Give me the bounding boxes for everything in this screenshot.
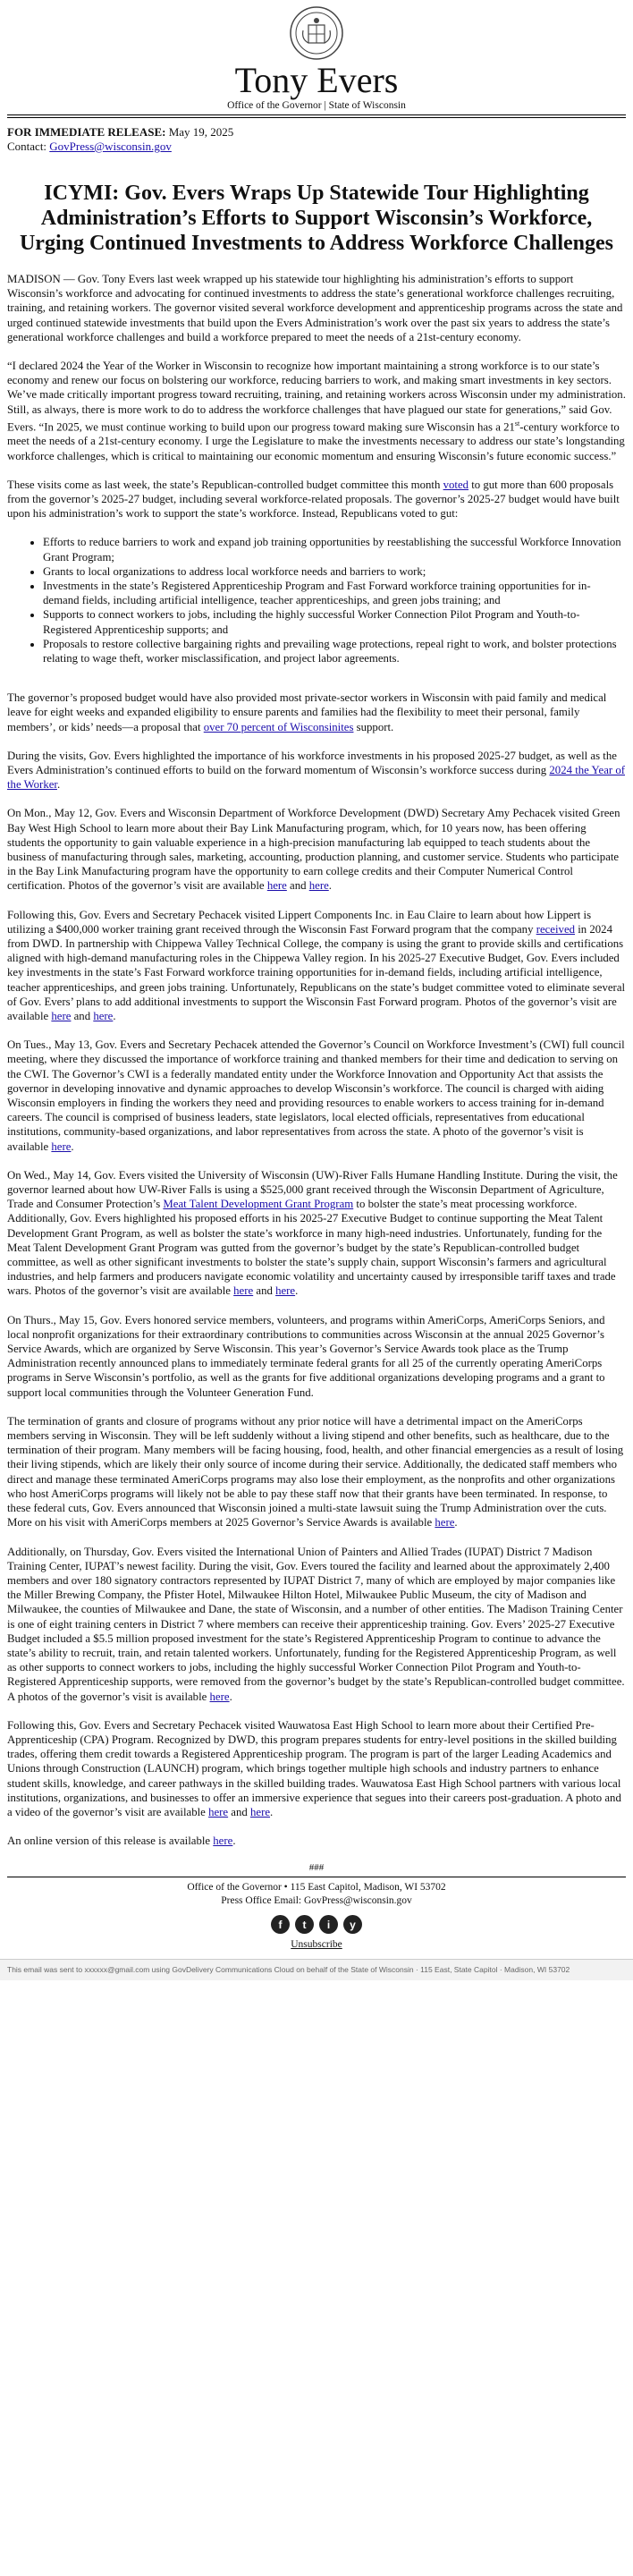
photos-link[interactable]: here xyxy=(209,1690,230,1703)
contact-label: Contact: xyxy=(7,140,47,153)
received-link[interactable]: received xyxy=(536,922,576,936)
video-link[interactable]: here xyxy=(249,1805,271,1818)
list-item: • Efforts to reduce barriers to work and expand job training opportunities by reestablishing the successful Workforce Innovation Grant Program; xyxy=(43,535,626,564)
paragraph-online-version: An online version of this release is available here. xyxy=(7,1835,236,1848)
photos-link[interactable]: here xyxy=(233,1284,254,1298)
paragraph-lippert: Following this, Gov. Evers and Secretary Pechacek visited Lippert Components Inc. in Eau Claire to learn about how Lippert is utilizing a $400,000 worker training grant received through the Wisconsin Fast Forward program that the company received in 2024 from DWD. In partnership with Chippewa Valley Technical College, the company is using the grant to provide skills and certifications aligned with high-demand manufacturing roles in the Chippewa Valley region. In his 2025-27 Executive Budget, Gov. Evers included key investments in the state’s Fast Forward workforce training opportunities for in-demand fields, including artificial intelligence, teacher apprenticeships, and green jobs training. Unfortunately, Republicans on the state’s budget committee voted to eliminate several of Gov. Evers’ plans to add additional investments to support the Wisconsin Fast Forward program. Photos of the governor’s visit are available here and here. xyxy=(7,908,626,1022)
state-seal-icon xyxy=(289,5,344,61)
paragraph-budget: These visits come as last week, the state’s Republican-controlled budget committee this month voted to gut more than 600 proposals from the governor’s 2025-27 budget, including several workforce-related proposals. The governor’s 2025-27 budget would have built upon his administration’s work to support the state’s workforce. Instead, Republicans voted to gut: xyxy=(7,478,620,521)
divider xyxy=(7,114,626,115)
list-item: • Grants to local organizations to address local workforce needs and barriers to work; xyxy=(43,564,626,579)
paragraph-wauwatosa: Following this, Gov. Evers and Secretary Pechacek visited Wauwatosa East High School to learn more about their Certified Pre-Apprenticeship (CPA) Program. Recognized by DWD, this program prepares students for entry-level positions in the skilled building trades, offering them credit towards a Registered Apprenticeship program. The program is part of the larger Leading Academics and Unions through Construction (LAUNCH) program, which brings together multiple high schools and industry partners to enhance student skills, knowledge, and career pathways in the skilled building trades. Wauwatosa East High School partners with various local institutions, organizations, and businesses to offer an immersive experience that segues into their careers post-graduation. A photo and a video of the governor’s visit are available here and here. xyxy=(7,1718,621,1818)
instagram-icon[interactable]: i xyxy=(319,1915,338,1934)
divider xyxy=(7,117,626,118)
photos-link[interactable]: here xyxy=(308,879,329,893)
gutted-proposals-list xyxy=(7,535,626,665)
unsubscribe-link[interactable]: Unsubscribe xyxy=(291,1939,342,1951)
release-label: FOR IMMEDIATE RELEASE: xyxy=(7,125,166,139)
release-meta xyxy=(7,125,626,154)
end-marker: ### xyxy=(308,1862,325,1874)
paragraph-americorps: The termination of grants and closure of programs without any prior notice will have a detrimental impact on the AmeriCorps members serving in Wisconsin. They will be left suddenly without a living stipend and other benefits, such as healthcare, due to the termination of their program. Many members will be facing housing, food, health, and other financial emergencies as a result of losing their living stipends, which are likely their only source of income during their service. Additionally, the dedicated staff members who direct and manage these terminated AmeriCorps programs may also lose their employment, as the nonprofits and other organizations who host AmeriCorps programs will likely not be able to pay these staff now that their grants have been terminated. In response, to these federal cuts, Gov. Evers announced that Wisconsin joined a multi-state lawsuit suing the Trump Administration over the cuts. More on his visit with AmeriCorps members at 2025 Governor’s Service Awards is available here. xyxy=(7,1414,624,1530)
governor-name: Tony Evers xyxy=(234,60,399,100)
photo-link[interactable]: here xyxy=(208,1805,229,1818)
twitter-icon[interactable]: t xyxy=(295,1915,314,1934)
paragraph-family-leave: The governor’s proposed budget would have also provided most private-sector workers in Wisconsin with paid family and medical leave for eight weeks and expanded eligibility to ensure parents and families had the flexibility to meet their personal, family members’, or kids’ needs—a proposal that over 70 percent of Wisconsinites support. xyxy=(7,691,607,733)
social-links xyxy=(7,1915,626,1934)
list-item: • Investments in the state’s Registered Apprenticeship Program and Fast Forward workforce training opportunities for in-demand fields, including artificial intelligence, teacher apprenticeships, and green jobs training; and xyxy=(43,579,626,607)
photo-link[interactable]: here xyxy=(51,1140,72,1153)
paragraph-quote: “I declared 2024 the Year of the Worker in Wisconsin to recognize how important maintaining a strong workforce is to our state’s economy and renew our focus on bolstering our workforce, reducing barriers to work, and making smart investments in key sectors. We’ve made critically important progress toward recruiting, training, and retaining workers across Wisconsin under my administration. Still, as always, there is more work to do to address the workforce challenges that have plagued our state for generations,” said Gov. Evers. “In 2025, we must continue working to build upon our progress toward making sure Wisconsin has a 21st-century workforce to meet the needs of a 21st-century economy. I urge the Legislature to make the investments necessary to address our state’s longstanding workforce challenges, which is critical to maintaining our economic momentum and ensuring Wisconsin’s future economic success.” xyxy=(7,360,626,462)
office-subtitle: Office of the Governor | State of Wisconsin xyxy=(227,100,406,111)
photos-link[interactable]: here xyxy=(266,879,287,893)
facebook-icon[interactable]: f xyxy=(271,1915,290,1934)
paragraph-green-bay: On Mon., May 12, Gov. Evers and Wisconsin Department of Workforce Development (DWD) Secretary Amy Pechacek visited Green Bay West High School to learn more about their Bay Link Manufacturing program, which, for 10 years now, has been offering students the opportunity to gain valuable experience in a high-precision manufacturing lab equipped to teach students about the business of manufacturing through sales, marketing, accounting, production planning, and customer service. Students who participate in the Bay Link Manufacturing program have the opportunity to earn college credits and their Computer Numerical Control certification. Photos of the governor’s visit are available here and here. xyxy=(7,807,620,893)
list-item: • Proposals to restore collective bargaining rights and prevailing wage protections, repeal right to work, and bolster protections relating to wage theft, worker misclassification, and project labor agreements. xyxy=(43,637,626,665)
americorps-link[interactable]: here xyxy=(435,1516,455,1530)
release-title: ICYMI: Gov. Evers Wraps Up Statewide Tour Highlighting Administration’s Efforts to Support Wisconsin’s Workforce, Urging Continued Investments to Address Workforce Challenges xyxy=(19,182,614,255)
release-date: May 19, 2025 xyxy=(168,125,234,139)
email-disclaimer: This email was sent to xxxxxx@gmail.com using GovDelivery Communications Cloud on behalf of the State of Wisconsin · 115 East, State Capitol · Madison, WI 53702 xyxy=(0,1959,633,1980)
contact-email-link[interactable]: GovPress@wisconsin.gov xyxy=(49,140,172,153)
footer-address: Office of the Governor • 115 East Capitol, Madison, WI 53702 xyxy=(187,1882,446,1894)
meat-talent-link[interactable]: Meat Talent Development Grant Program xyxy=(163,1198,354,1211)
youtube-icon[interactable]: y xyxy=(343,1915,362,1934)
paragraph-uw-river-falls: On Wed., May 14, Gov. Evers visited the University of Wisconsin (UW)-River Falls Humane Handling Institute. During the visit, the governor learned about how UW-River Falls is using a $525,000 grant received through the Wisconsin Department of Agriculture, Trade and Consumer Protection’s Meat Talent Development Grant Program to bolster the state’s meat processing workforce. Additionally, Gov. Evers highlighted his proposed efforts in his 2025-27 Executive Budget to continue supporting the Meat Talent Development Grant Program, as well as bolster the state’s workforce in many high-need industries. Unfortunately, funding for the Meat Talent Development Grant Program was gutted from the governor’s budget by the state’s Republican-controlled budget committee, as well as other significant investments to bolster the state’s supply chain, support Wisconsin’s farmers and agricultural industries, and help farmers and producers navigate economic volatility and uncertainty caused by irresponsible tariff taxes and trade wars. Photos of the governor’s visit are available here and here. xyxy=(7,1168,618,1298)
paragraph-service-awards: On Thurs., May 15, Gov. Evers honored service members, volunteers, and programs within AmeriCorps, AmeriCorps Seniors, and local nonprofit organizations for their extraordinary contributions to communities across Wisconsin at the annual 2025 Governor’s Service Awards, which are organized by Serve Wisconsin. This year’s Governor’s Service Awards took place as the Trump Administration recently announced plans to immediately terminate federal grants for all 25 of the currently operating AmeriCorps programs in Serve Wisconsin’s portfolio, as well as the grants for five additional organizations developing programs and a grant to support local communities through the Volunteer Generation Fund. xyxy=(7,1313,605,1399)
photos-link[interactable]: here xyxy=(51,1010,72,1022)
list-item: • Supports to connect workers to jobs, including the highly successful Worker Connection Pilot Program and Youth-to-Registered Apprenticeship supports; and xyxy=(43,607,626,636)
photos-link[interactable]: here xyxy=(275,1284,296,1298)
poll-link[interactable]: over 70 percent of Wisconsinites xyxy=(203,720,354,733)
voted-link[interactable]: voted xyxy=(443,478,469,491)
footer-press-email: Press Office Email: GovPress@wisconsin.gov xyxy=(221,1895,412,1907)
year-of-worker-link[interactable]: 2024 the Year of the Worker xyxy=(7,763,625,792)
paragraph-cwi: On Tues., May 13, Gov. Evers and Secretary Pechacek attended the Governor’s Council on Workforce Investment’s (CWI) full council meeting, where they discussed the importance of workforce training and thanked members for their time and dedication to serving on the CWI. The Governor’s CWI is a federally mandated entity under the Workforce Innovation and Opportunity Act that assists the governor in developing innovative and dynamic approaches to develop Wisconsin’s workforce. The council is charged with aiding Wisconsin employers in finding the workers they need and providing resources to enable workers to access training for in-demand careers. The council is comprised of business leaders, state legislators, local elected officials, representatives from educational institutions, community-based organizations, and labor representatives from across the state. A photo of the governor’s visit is available here. xyxy=(7,1038,625,1153)
paragraph-year-of-worker: During the visits, Gov. Evers highlighted the importance of his workforce investments in his proposed 2025-27 budget, as well as the Evers Administration’s continued efforts to build on the forward momentum of Wisconsin’s workforce success during 2024 the Year of the Worker. xyxy=(7,749,625,792)
online-version-link[interactable]: here xyxy=(213,1835,233,1848)
photos-link[interactable]: here xyxy=(93,1010,114,1022)
paragraph-intro: MADISON — Gov. Tony Evers last week wrapped up his statewide tour highlighting his administration’s efforts to support Wisconsin’s workforce and advocating for continued investments to address the state’s generational workforce challenges recruiting, training, and retaining workers. The governor visited several workforce development and apprenticeship programs across the state and urged continued statewide investments that build upon the Evers Administration’s work over the past six years to address the state’s generational workforce challenges and build a workforce prepared to meet the needs of a 21st-century economy. xyxy=(7,273,623,343)
paragraph-iupat: Additionally, on Thursday, Gov. Evers visited the International Union of Painters and Allied Trades (IUPAT) District 7 Madison Training Center, IUPAT’s newest facility. During the visit, Gov. Evers toured the facility and learned about the approximately 2,400 members and over 180 signatory contractors represented by IUPAT District 7, many of which are employed by major companies like the Miller Brewing Company, the Pfister Hotel, Milwaukee Hilton Hotel, Milwaukee Public Museum, the city of Madison and Milwaukee, the counties of Milwaukee and Dane, the state of Wisconsin, and a number of other entities. The Madison Training Center is one of eight training centers in District 7 where members can receive their apprenticeship training. Gov. Evers’ 2025-27 Executive Budget included a $5.5 million proposed investment for the state’s Registered Apprenticeship Program to continue to advance the state’s ability to recruit, train, and retain talented workers. Unfortunately, funding for the Registered Apprenticeship Program, as well as other supports to connect workers to jobs, including the highly successful Worker Connection Pilot Program and Youth-to-Registered Apprenticeship supports, were removed from the governor’s budget by the state’s Republican-controlled budget committee. A photos of the governor’s visit is available here. xyxy=(7,1545,625,1703)
